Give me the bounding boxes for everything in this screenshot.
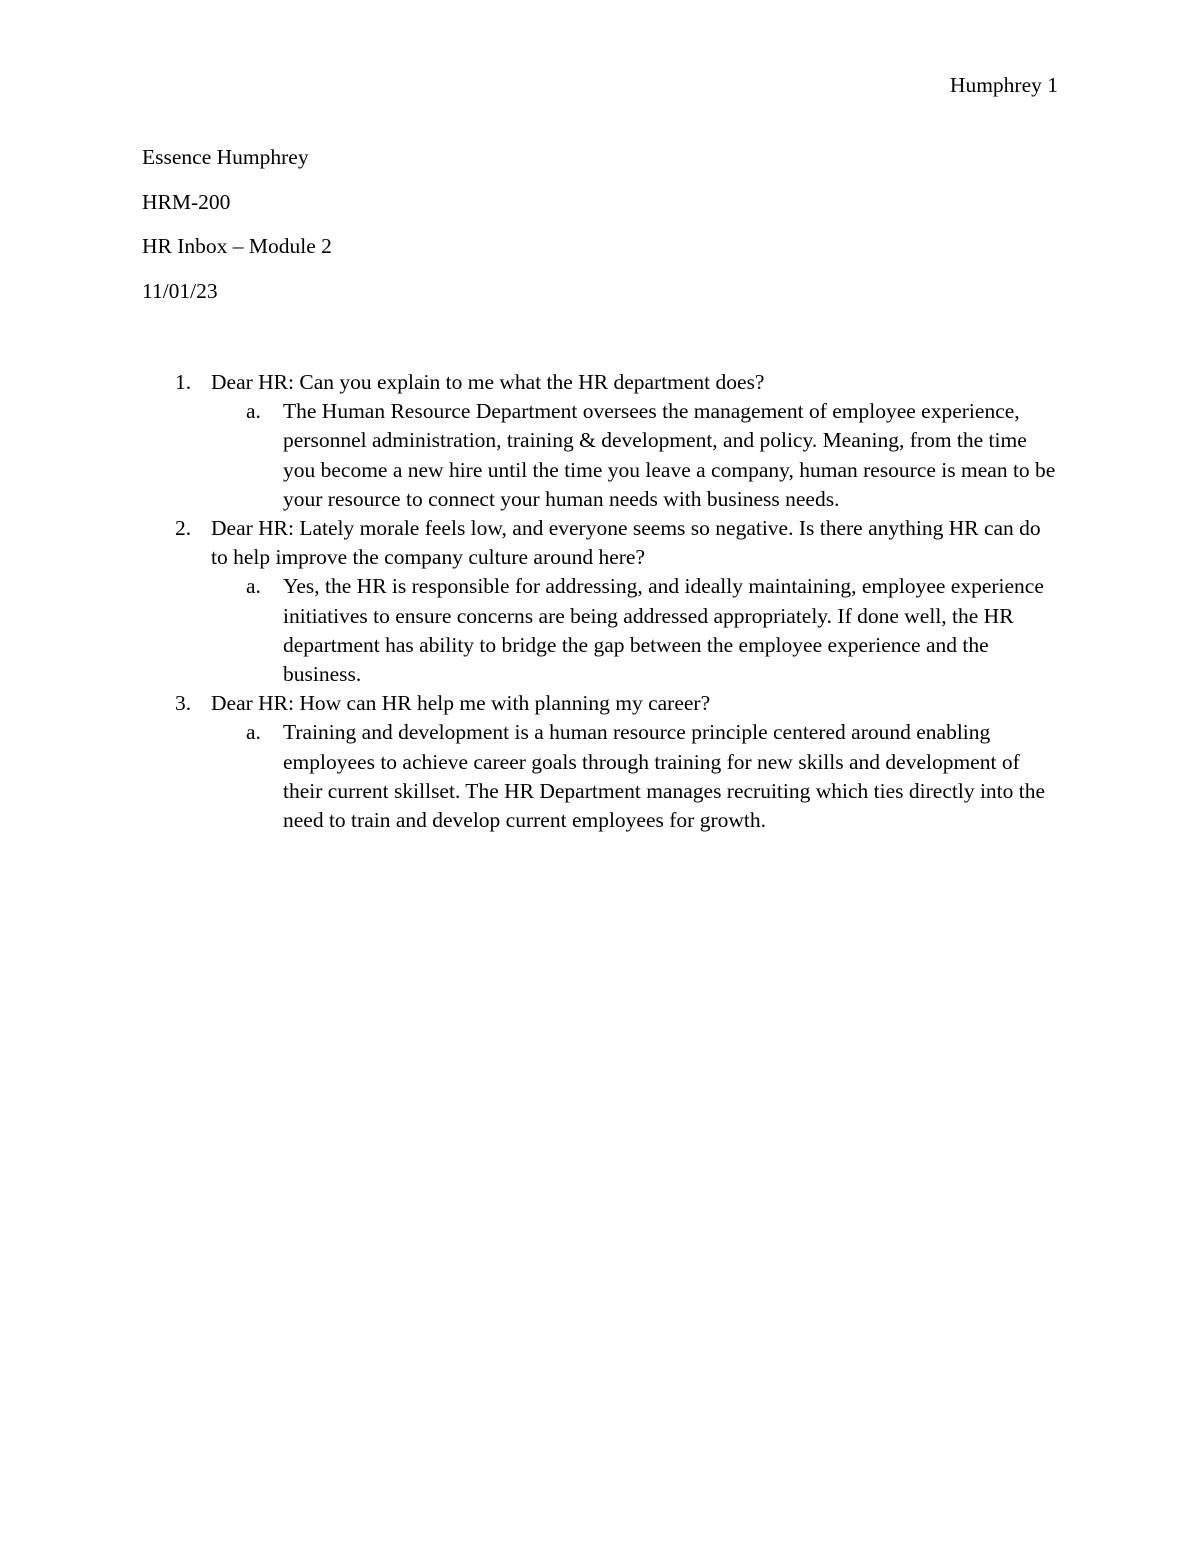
answer-text: The Human Resource Department oversees the management of employee experience, personnel administration, training & development, and policy. Meaning, from the time you become a new hire until the time you leave a company, human resource is mean to be your resource to connect your human needs with business needs. — [283, 399, 1056, 511]
question-number: 2. — [175, 516, 192, 541]
course-code: HRM-200 — [142, 189, 231, 214]
student-name: Essence Humphrey — [142, 145, 309, 169]
answer-label: a. — [246, 720, 261, 745]
answer-label: a. — [246, 399, 261, 424]
question-item — [142, 689, 1062, 835]
question-text: Dear HR: How can HR help me with planning my career? — [211, 691, 711, 716]
question-list — [142, 368, 1062, 835]
question-text: Dear HR: Lately morale feels low, and everyone seems so negative. Is there anything HR can do to help improve the company culture around here? — [211, 516, 1041, 570]
question-number: 3. — [175, 691, 192, 716]
answer-label: a. — [246, 574, 261, 599]
question-item — [142, 514, 1062, 689]
answer-list — [211, 718, 1062, 835]
answer-text: Training and development is a human resource principle centered around enabling employees to achieve career goals through training for new skills and development of their current skillset. The HR Department manages recruiting which ties directly into the need to train and develop current employees for growth. — [283, 720, 1046, 833]
question-item — [142, 368, 1062, 514]
assignment-title: HR Inbox – Module 2 — [142, 234, 332, 259]
answer-list — [211, 572, 1062, 689]
running-header: Humphrey 1 — [949, 73, 1058, 97]
answer-list — [211, 397, 1062, 514]
answer-item — [211, 718, 1062, 835]
document-date: 11/01/23 — [142, 278, 218, 303]
question-number: 1. — [175, 370, 192, 394]
heading-block — [142, 144, 332, 322]
answer-text: Yes, the HR is responsible for addressing, and ideally maintaining, employee experience initiatives to ensure concerns are being addressed appropriately. If done well, the HR department has ability to bridge the gap between the employee experience and the business. — [283, 574, 1044, 687]
answer-item — [211, 572, 1062, 689]
question-text: Dear HR: Can you explain to me what the HR department does? — [211, 370, 765, 394]
answer-item — [211, 397, 1062, 514]
